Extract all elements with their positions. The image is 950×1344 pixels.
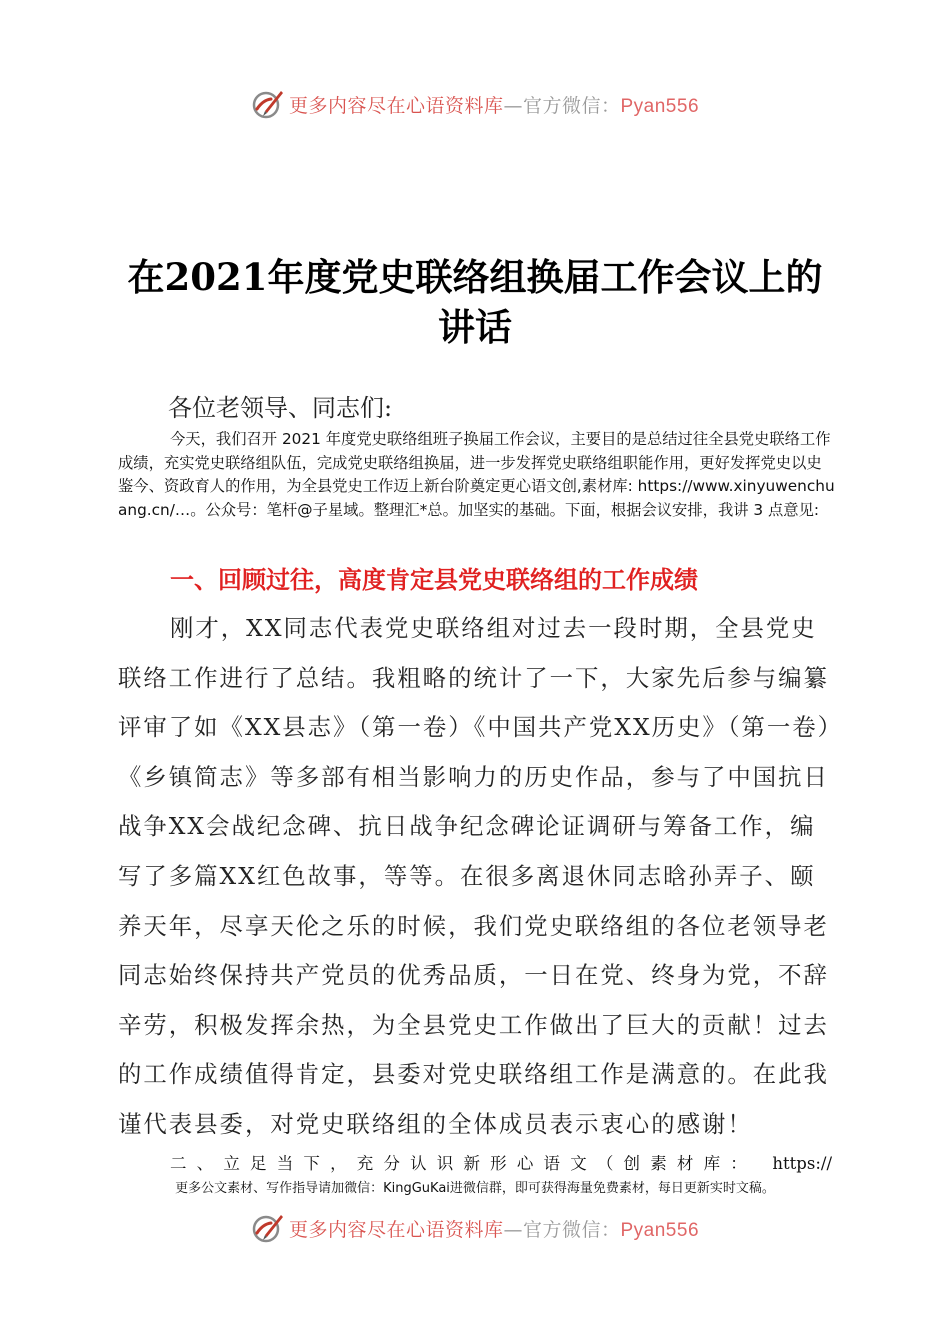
footnote: 更多公文素材、写作指导请加微信：KingGuKai进微信群，即可获得海量免费素材，每日更新实时文稿。: [175, 1181, 775, 1196]
section2-heading-url: https://: [772, 1154, 833, 1173]
section1-heading: 一、回顾过往，高度肯定县党史联络组的工作成绩: [170, 566, 698, 594]
wechat-label: 官方微信：: [522, 1218, 621, 1241]
header-banner: [0, 84, 950, 124]
wechat-id: Pyan556: [620, 1219, 700, 1241]
brand-separator: —: [503, 94, 523, 117]
brand-text: 更多内容尽在心语资料库: [288, 94, 504, 117]
pen-logo-icon: [251, 87, 285, 121]
brand-separator: —: [503, 1218, 523, 1241]
footer-banner: [0, 1208, 950, 1248]
pen-logo-icon: [251, 1211, 285, 1245]
wechat-label: 官方微信：: [522, 94, 621, 117]
section1-body: 刚才，XX同志代表党史联络组对过去一段时期，全县党史联络工作进行了总结。我粗略的统计了一下，大家先后参与编纂评审了如《XX县志》（第一卷）《中国共产党XX历史》（第一卷）《乡镇简志》等多部有相当影响力的历史作品，参与了中国抗日战争XX会战纪念碑、抗日战争纪念碑论证调研与筹备工作，编写了多篇XX红色故事，等等。在很多离退休同志晗孙弄子、颐养天年，尽享天伦之乐的时候，我们党史联络组的各位老领导老同志始终保持共产党员的优秀品质，一日在党、终身为党，不辞辛劳，积极发挥余热，为全县党史工作做出了巨大的贡献！过去的工作成绩值得肯定，县委对党史联络组工作是满意的。在此我谨代表县委，对党史联络组的全体成员表示衷心的感谢！: [118, 614, 832, 1138]
wechat-id: Pyan556: [620, 95, 700, 117]
brand-text: 更多内容尽在心语资料库: [288, 1218, 504, 1241]
section2-heading-text: 二、立足当下，充分认识新形心语文（创素材库：: [170, 1154, 757, 1173]
section2-heading: [118, 1150, 832, 1174]
intro-paragraph: 今天，我们召开 2021 年度党史联络组班子换届工作会议，主要目的是总结过往全县党史联络工作成绩，充实党史联络组队伍，完成党史联络组换届，进一步发挥党史联络组职能作用，更好发挥党史以史鉴今、资政育人的作用，为全县党史工作迈上新台阶奠定更心语文创,素材库: https://www.xinyuwenchuang.cn/…。公众号：笔杆@子星域。整理汇*总。加坚实的基础。下面，根据会议安排，我讲 3 点意见:: [118, 430, 835, 519]
salutation: 各位老领导、同志们:: [168, 394, 393, 422]
document-title: 在2021年度党史联络组换届工作会议上的讲话: [127, 255, 823, 349]
